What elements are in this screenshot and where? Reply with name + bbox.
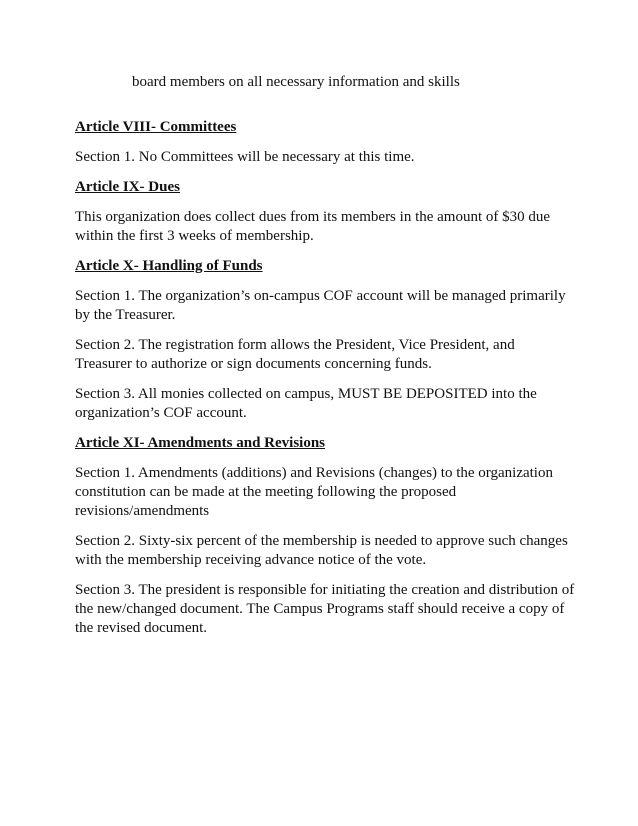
article-heading-handling-of-funds: Article X- Handling of Funds <box>75 258 263 274</box>
document-body <box>75 73 575 649</box>
funds-section-1: Section 1. The organization’s on-campus COF account will be managed primarily by the Treasurer. <box>75 288 566 323</box>
amendments-section-1: Section 1. Amendments (additions) and Revisions (changes) to the organization constitution can be made at the meeting following the proposed revisions/amendments <box>75 465 553 519</box>
continuation-line: board members on all necessary information and skills <box>132 74 460 90</box>
dues-paragraph: This organization does collect dues from its members in the amount of $30 due within the first 3 weeks of membership. <box>75 209 551 244</box>
article-heading-dues: Article IX- Dues <box>75 179 180 195</box>
funds-section-2: Section 2. The registration form allows the President, Vice President, and Treasurer to authorize or sign documents concerning funds. <box>75 337 515 372</box>
amendments-section-3: Section 3. The president is responsible for initiating the creation and distribution of the new/changed document. The Campus Programs staff should receive a copy of the revised document. <box>75 582 575 636</box>
committees-section-1: Section 1. No Committees will be necessary at this time. <box>75 149 415 165</box>
article-heading-amendments: Article XI- Amendments and Revisions <box>75 435 325 451</box>
amendments-section-2: Section 2. Sixty-six percent of the membership is needed to approve such changes with the membership receiving advance notice of the vote. <box>75 533 568 568</box>
article-heading-committees: Article VIII- Committees <box>75 119 237 135</box>
funds-section-3: Section 3. All monies collected on campus, MUST BE DEPOSITED into the organization’s COF account. <box>75 386 537 421</box>
